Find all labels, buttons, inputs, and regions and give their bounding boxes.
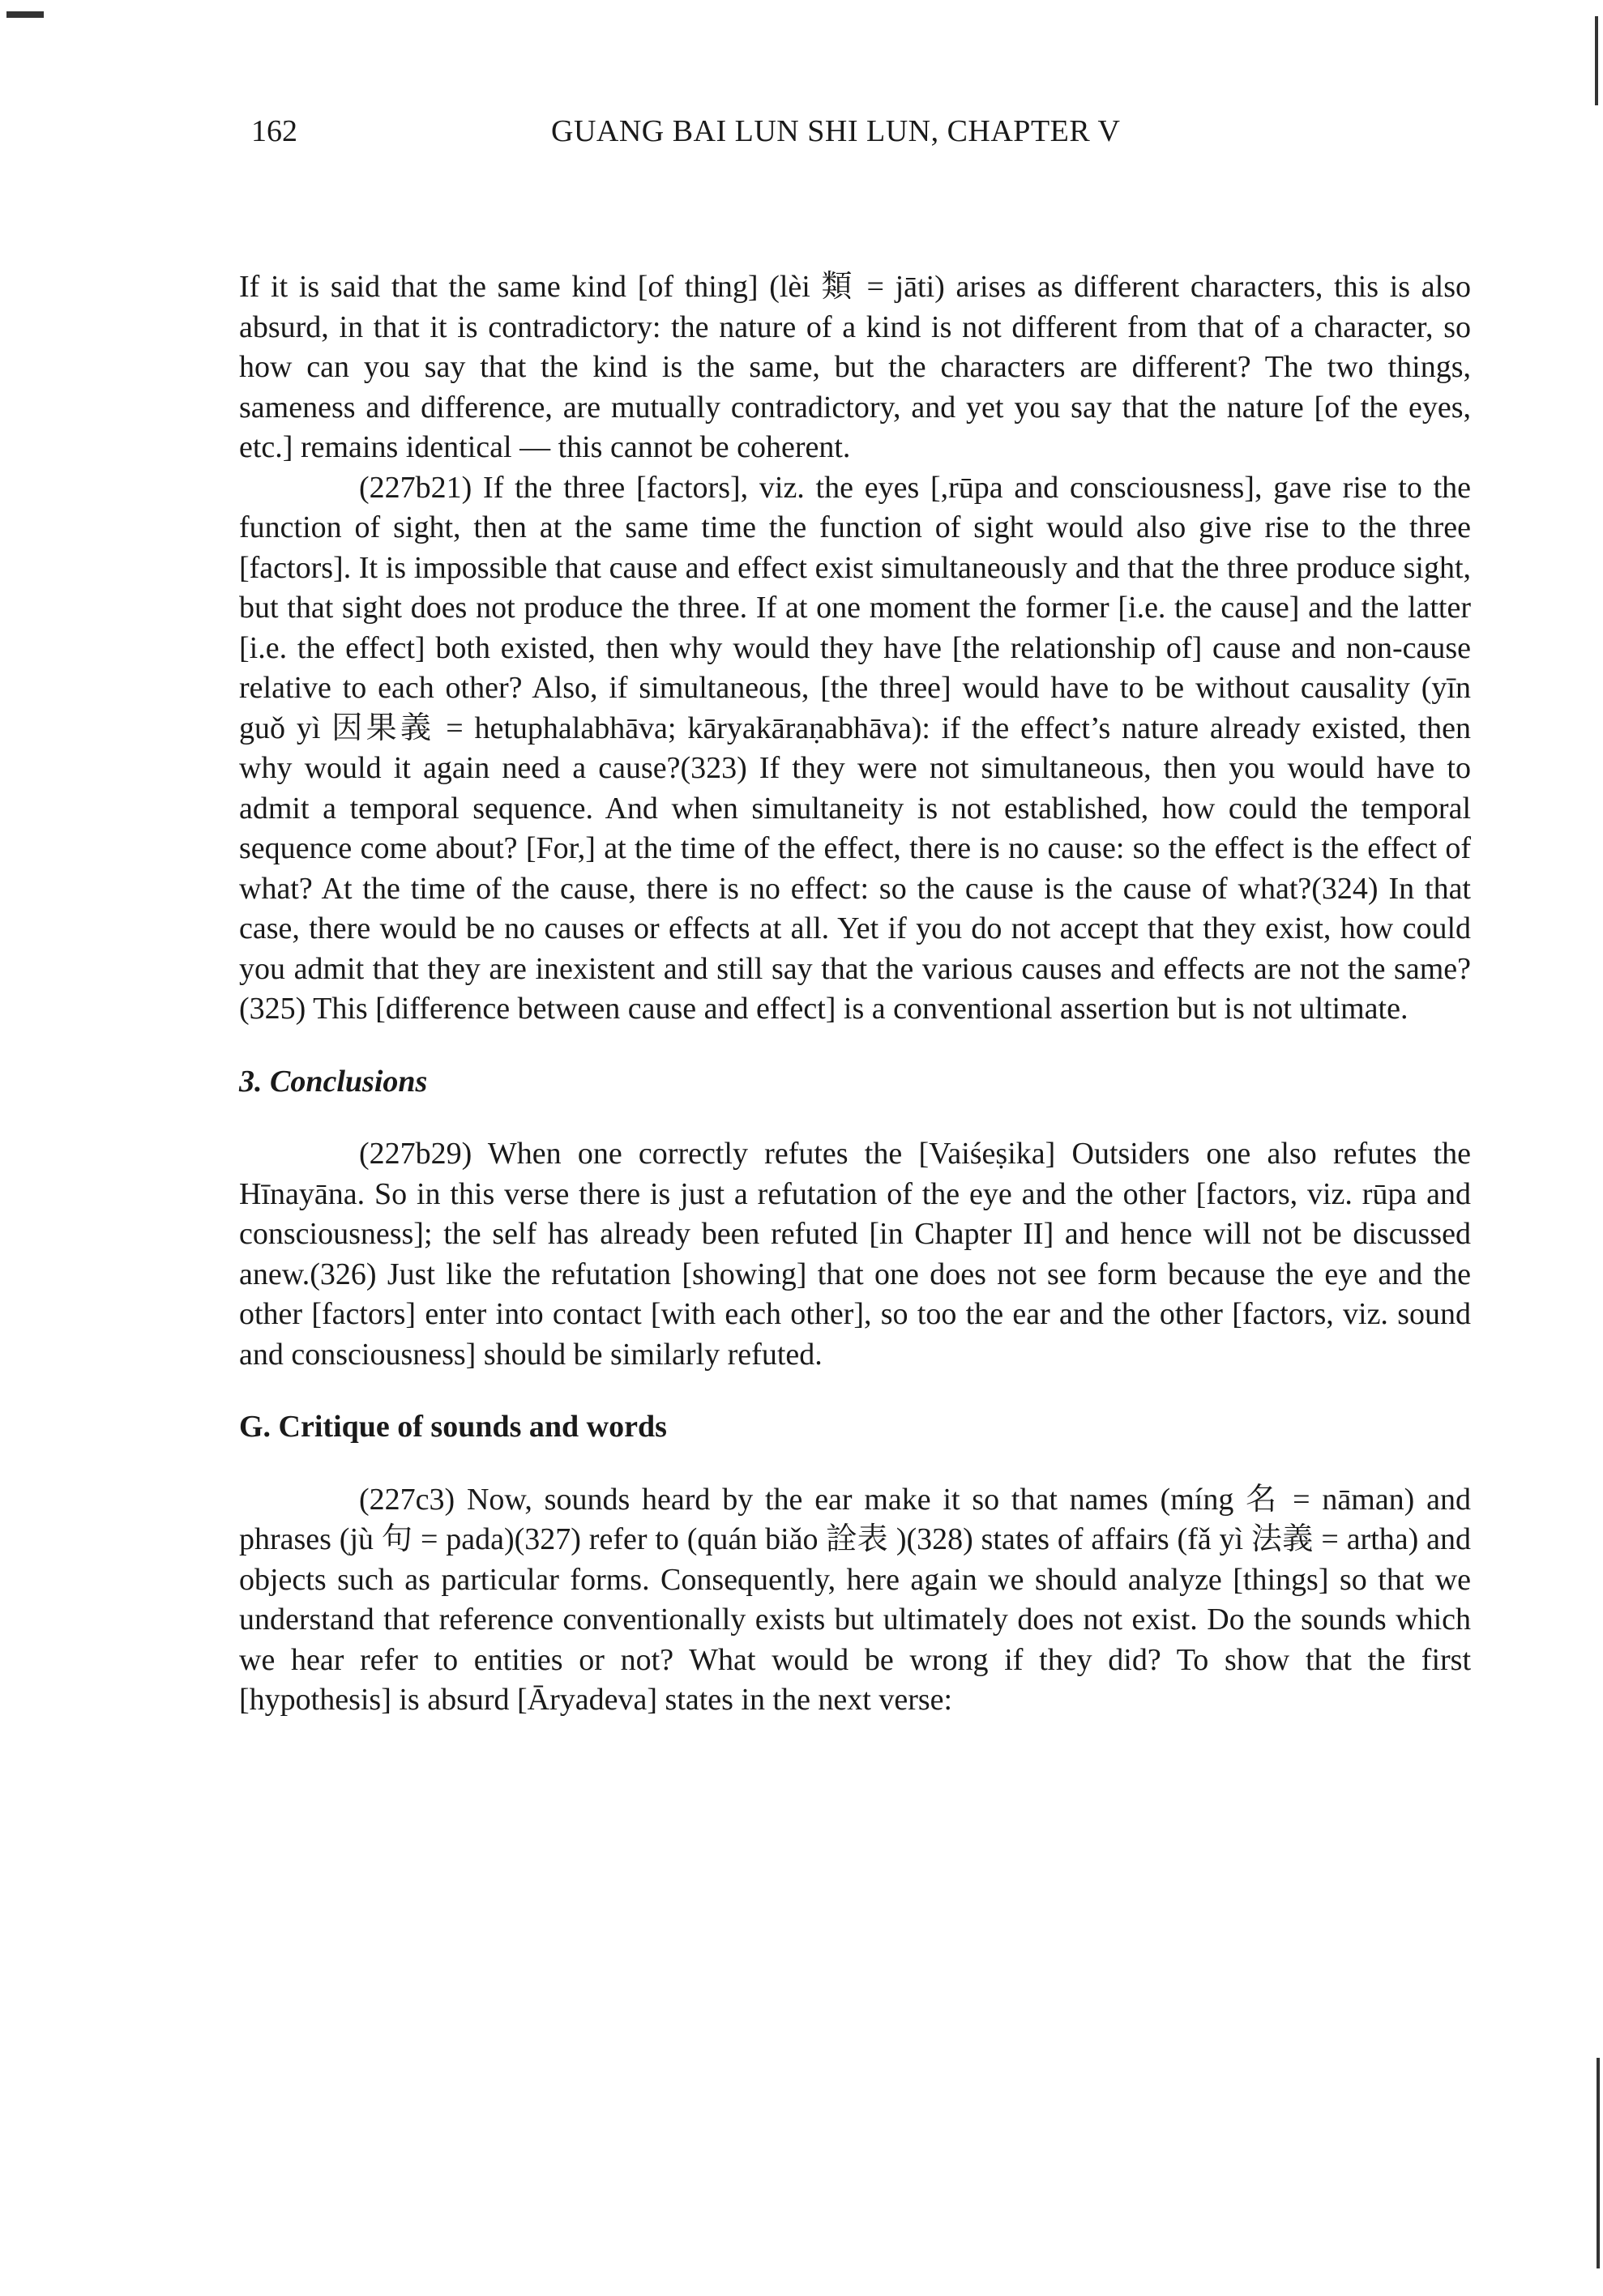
subsection-heading: 3. Conclusions (239, 1064, 428, 1099)
paragraph: (227b29) When one correctly refutes the [Vaiśeṣika] Outsiders one also refutes the Hīnayāna. So in this verse there is just a refutation of the eye and the other [factors, viz. rūpa and consciousness]; the self has already been refuted [in Chapter II] and hence will not be discussed anew.(326) Just like the refutation [showing] that one does not see form because the eye and the other [factors] enter into contact [with each other], so too the ear and the other [factors, viz. sound and consciousness] should be similarly refuted. (239, 1137, 1471, 1372)
paragraph: (227c3) Now, sounds heard by the ear make it so that names (míng 名 = nāman) and phrases (jù 句 = pada)(327) refer to (quán biǎo 詮表 )(328) states of affairs (fǎ yì 法義 = artha) and objects such as particular forms. Consequently, here again we should analyze [things] so that we understand that reference conventionally exists but ultimately does not exist. Do the sounds which we hear refer to entities or not? What would be wrong if they did? To show that the first [hypothesis] is absurd [Āryadeva] states in the next verse: (239, 1482, 1471, 1717)
page-header (251, 113, 1457, 154)
section-heading: G. Critique of sounds and words (239, 1410, 667, 1444)
scan-mark (1597, 2058, 1600, 2268)
running-title: GUANG BAI LUN SHI LUN, CHAPTER V (551, 114, 1121, 148)
paragraph: (227b21) If the three [factors], viz. the eyes [,rūpa and consciousness], gave rise to the function of sight, then at the same time the function of sight would also give rise to the three [factors]. It is impossible that cause and effect exist simultaneously and that the three produce sight, but that sight does not produce the three. If at one moment the former [i.e. the cause] and the latter [i.e. the effect] both existed, then why would they have [the relationship of] cause and non-cause relative to each other? Also, if simultaneous, [the three] would have to be without causality (yīn guǒ yì 因果義 = hetuphalabhāva; kāryakāraṇabhāva): if the effect’s nature already existed, then why would it again need a cause?(323) If they were not simultaneous, then you would have to admit a temporal sequence. And when simultaneity is not established, how could the temporal sequence come about? [For,] at the time of the effect, there is no cause: so the effect is the effect of what? At the time of the cause, there is no effect: so the cause is the cause of what?(324) In that case, there would be no causes or effects at all. Yet if you do not accept that they exist, how could you admit that they are inexistent and still say that the various causes and effects are not the same?(325) This [difference between cause and effect] is a conventional assertion but is not ultimate. (239, 470, 1471, 1026)
scan-mark (6, 11, 44, 18)
page-number: 162 (251, 114, 297, 148)
body-text (239, 267, 1471, 1721)
paragraph: If it is said that the same kind [of thing] (lèi 類 = jāti) arises as different characters, this is also absurd, in that it is contradictory: the nature of a kind is not different from that of a character, so how can you say that the kind is the same, but the characters are different? The two things, sameness and difference, are mutually contradictory, and yet you say that the nature [of the eyes, etc.] remains identical — this cannot be coherent. (239, 270, 1471, 464)
scan-mark (1595, 16, 1598, 105)
